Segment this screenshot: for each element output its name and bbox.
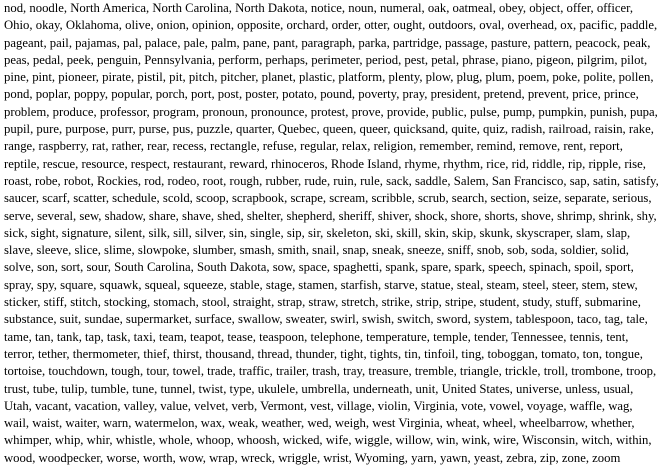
word-list-paragraph: nod, noodle, North America, North Carolina, North Dakota, notice, noun, numeral, oak, oatmeal, obey, object, offer, officer, Ohio, okay, Oklahoma, olive, onion, opinion, opposite, orchard, order, otter, ought, outdoors, oval, overhead, ox, pacific, paddle, pageant, pail, pajamas, pal, palace, pale, palm, pane, pant, paragraph, parka, partridge, passage, pasture, pattern, peacock, peak, peas, pedal, peek, penguin, Pennsylvania, perform, perhaps, perimeter, period, pest, petal, phrase, piano, pigeon, pilgrim, pilot, pine, pint, pioneer, pirate, pistil, pit, pitch, pitcher, planet, plastic, platform, plenty, plow, plug, plum, poem, poke, polite, pollen, pond, poplar, poppy, popular, porch, port, post, poster, potato, pound, poverty, pray, president, pretend, prevent, price, prince, problem, produce, professor, program, pronoun, pronounce, protest, prove, provide, public, pulse, pump, pumpkin, punish, pupa, pupil, pure, purpose, purr, purse, pus, puzzle, quarter, Quebec, queen, queer, quicksand, quite, quiz, radish, railroad, raisin, rake, range, raspberry, rat, rather, rear, recess, rectangle, refuse, regular, relax, religion, remember, remind, remove, rent, report, reptile, rescue, resource, respect, restaurant, reward, rhinoceros, Rhode Island, rhyme, rhythm, rice, rid, riddle, rip, ripple, rise, roast, robe, robot, Rockies, rod, rodeo, root, rough, rubber, rude, ruin, rule, sack, saddle, Salem, San Francisco, sap, satin, satisfy, saucer, scarf, scatter, schedule, scold, scoop, scrapbook, scrape, scream, scribble, scrub, search, section, seize, separate, serious, serve, several, sew, shadow, share, shave, shed, shelter, shepherd, sheriff, shiver, shock, shore, shorts, shove, shrimp, shrink, shy, sick, sight, signature, silent, silk, sill, silver, sin, single, sip, sir, skeleton, ski, skill, skin, skip, skunk, skyscraper, slam, slap, slave, sleeve, slice, slime, slowpoke, slumber, smash, smith, snail, snap, sneak, sneeze, sniff, snob, sob, soda, soldier, solid, solve, son, sort, sour, South Carolina, South Dakota, sow, space, spaghetti, spank, spare, spark, speech, spinach, spoil, sport, spray, spy, square, squawk, squeal, squeeze, stable, stage, stamen, starfish, starve, statue, steal, steam, steel, steer, stem, stew, sticker, stiff, stitch, stocking, stomach, stool, straight, strap, straw, stretch, strike, strip, stripe, student, study, stuff, submarine, substance, suit, sundae, supermarket, surface, swallow, sweater, swirl, swish, switch, sword, system, tablespoon, taco, tag, tale, tame, tan, tank, tap, task, taxi, team, teapot, tease, teaspoon, telephone, temperature, temple, tender, Tennessee, tennis, tent, terror, tether, thermometer, thief, thirst, thousand, thread, thunder, tight, tights, tin, tinfoil, ting, toboggan, tomato, ton, tongue, tortoise, touchdown, tough, tour, towel, trade, traffic, trailer, trash, tray, treasure, tremble, triangle, trickle, troll, trombone, troop, trust, tube, tulip, tumble, tune, tunnel, twist, type, ukulele, umbrella, underneath, unit, United States, universe, unless, usual, Utah, vacant, vacation, valley, value, velvet, verb, Vermont, vest, village, violin, Virginia, vote, vowel, voyage, waffle, wag, wail, waist, waiter, warn, watermelon, wax, weak, weather, wed, weigh, west Virginia, wheat, wheel, wheelbarrow, whether, whimper, whip, whir, whistle, whole, whoop, whoosh, wicked, wife, wiggle, willow, win, wink, wire, Wisconsin, witch, within, wood, woodpecker, worse, worth, wow, wrap, wreck, wriggle, wrist, Wyoming, yarn, yawn, yeast, zebra, zip, zone, zoom (4, 1, 659, 465)
